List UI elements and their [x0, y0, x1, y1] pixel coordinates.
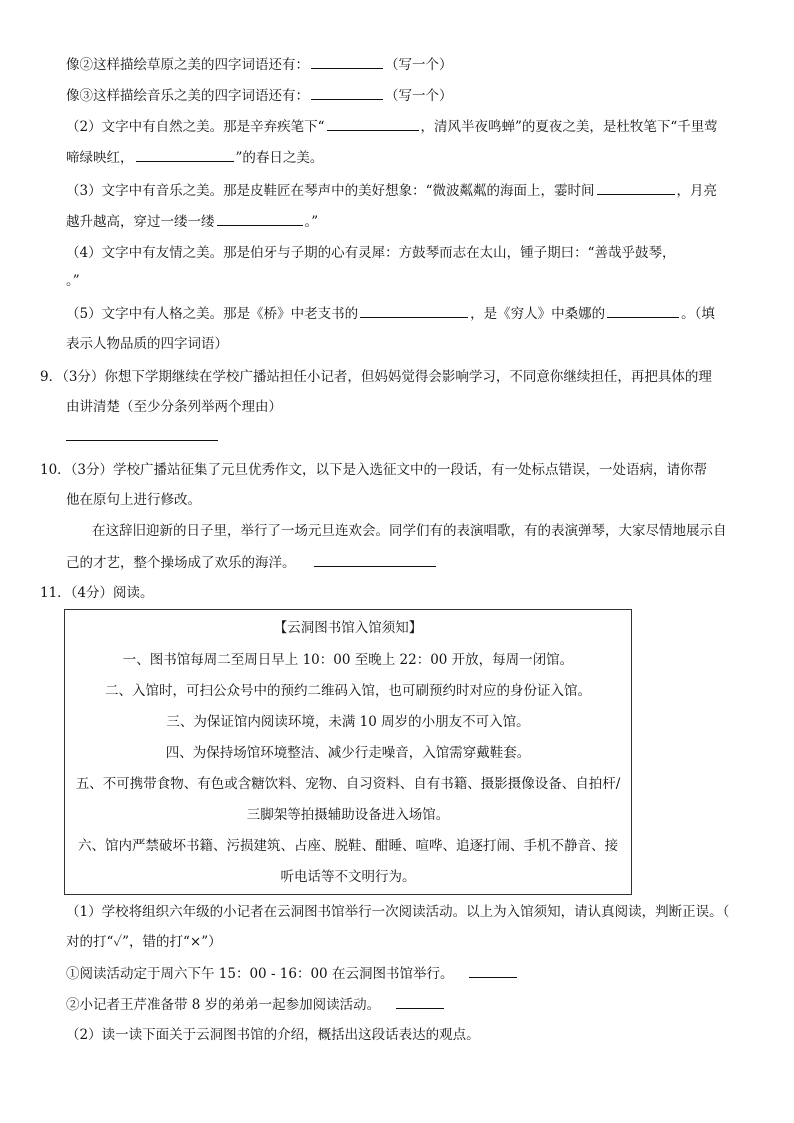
text: 啼绿映红，: [66, 150, 134, 166]
q8-spring-line: [66, 147, 744, 168]
text: ，月亮: [676, 183, 717, 199]
answer-blank[interactable]: [311, 85, 383, 100]
text: ，是《穷人》中桑娜的: [470, 306, 606, 322]
text: 。”: [304, 214, 319, 230]
question-10-cont: 他在原句上进行修改。: [66, 492, 201, 508]
q11-part-1: （1）学校将组织六年级的小记者在云洞图书馆举行一次阅读活动。以上为入馆须知，请认真阅读，判断正误。（: [66, 904, 730, 920]
text: ②小记者王芹准备带 8 岁的弟弟一起参加阅读活动。: [66, 997, 381, 1013]
question-10: 10．（3分）学校广播站征集了元旦优秀作文，以下是入选征文中的一段话，有一处标点错误，一处语病，请你帮: [40, 462, 708, 478]
answer-blank[interactable]: [217, 211, 303, 226]
text: ”的春日之美。: [235, 150, 324, 166]
answer-blank[interactable]: [360, 303, 468, 318]
answer-blank[interactable]: [396, 994, 444, 1009]
text: 像③这样描绘音乐之美的四字词语还有：: [66, 88, 309, 104]
q8-grassland-line: [66, 54, 744, 75]
answer-blank[interactable]: [66, 426, 218, 441]
notice-rule-2: 二、入馆时，可扫公众号中的预约二维码入馆，也可刷预约时对应的身份证入馆。: [105, 683, 591, 699]
q11-judge-2: [66, 994, 744, 1015]
text: 像②这样描绘草原之美的四字词语还有：: [66, 57, 309, 73]
notice-rule-3: 三、为保证馆内阅读环境，未满 10 周岁的小朋友不可入馆。: [166, 714, 530, 730]
text: （3）文字中有音乐之美。那是皮鞋匠在琴声中的美好想象：“微波粼粼的海面上，霎时间: [66, 183, 595, 199]
q8-music-line: [66, 85, 744, 106]
q8-character-line: [66, 303, 744, 324]
answer-blank[interactable]: [469, 963, 517, 978]
text: （写一个）: [385, 88, 453, 104]
text: （5）文字中有人格之美。那是《桥》中老支书的: [66, 306, 359, 322]
answer-blank[interactable]: [136, 147, 234, 162]
q8-character-note: 表示人物品质的四字词语）: [66, 336, 228, 352]
answer-blank[interactable]: [311, 54, 383, 69]
notice-rule-6-cont: 听电话等不文明行为。: [280, 869, 416, 885]
question-9-cont: 由讲清楚（至少分条列举两个理由）: [66, 399, 282, 415]
text: ，清风半夜鸣蝉”的夏夜之美，是杜牧笔下“千里莺: [420, 119, 718, 135]
text: 。（填: [681, 306, 715, 322]
answer-blank[interactable]: [597, 180, 675, 195]
answer-blank[interactable]: [314, 552, 436, 567]
q9-answer-line[interactable]: [66, 426, 744, 447]
notice-rule-5-cont: 三脚架等拍摄辅助设备进入场馆。: [246, 807, 450, 823]
q8-friendship-line: （4）文字中有友情之美。那是伯牙与子期的心有灵犀：方鼓琴而志在太山，锺子期曰：“善哉乎鼓琴，: [66, 245, 676, 261]
question-9: 9．（3分）你想下学期继续在学校广播站担任小记者，但妈妈觉得会影响学习，不同意你继续担任，再把具体的理: [40, 369, 712, 385]
text: 己的才艺，整个操场成了欢乐的海洋。: [66, 555, 296, 571]
text: （写一个）: [385, 57, 453, 73]
q11-judge-1: [66, 963, 744, 984]
text: ①阅读活动定于周六下午 15：00 - 16：00 在云洞图书馆举行。: [66, 966, 454, 982]
q10-passage: 在这辞旧迎新的日子里，举行了一场元旦连欢会。同学们有的表演唱歌，有的表演弹琴，大家尽情地展示自: [92, 523, 727, 539]
q11-part-2: （2）读一读下面关于云洞图书馆的介绍，概括出这段话表达的观点。: [66, 1027, 480, 1043]
q8-nature-line: [66, 116, 744, 137]
notice-rule-4: 四、为保持场馆环境整洁、减少行走噪音，入馆需穿戴鞋套。: [165, 745, 531, 761]
notice-title: 【云洞图书馆入馆须知】: [273, 620, 423, 636]
text: （2）文字中有自然之美。那是辛弃疾笔下“: [66, 119, 325, 135]
answer-blank[interactable]: [607, 303, 679, 318]
q8-friendship-end: 。”: [66, 273, 80, 289]
q8-moon-line: [66, 211, 744, 232]
q10-passage-cont: [66, 552, 744, 573]
text: 越升越高，穿过一缕一缕: [66, 214, 215, 230]
answer-blank[interactable]: [327, 116, 419, 131]
notice-rule-5: 五、不可携带食物、有色或含糖饮料、宠物、自习资料、自有书籍、摄影摄像设备、自拍杆/: [75, 776, 621, 792]
notice-rule-6: 六、馆内严禁破坏书籍、污损建筑、占座、脱鞋、酣睡、喧哗、追逐打闹、手机不静音、接: [78, 838, 618, 854]
library-notice-box: [64, 609, 632, 895]
notice-rule-1: 一、图书馆每周二至周日早上 10：00 至晚上 22：00 开放，每周一闭馆。: [122, 652, 574, 668]
q11-part-1-cont: 对的打“✓”，错的打“×”）: [66, 934, 222, 950]
q8-music-beauty-line: [66, 180, 744, 201]
question-11: 11．（4分）阅读。: [40, 585, 154, 601]
